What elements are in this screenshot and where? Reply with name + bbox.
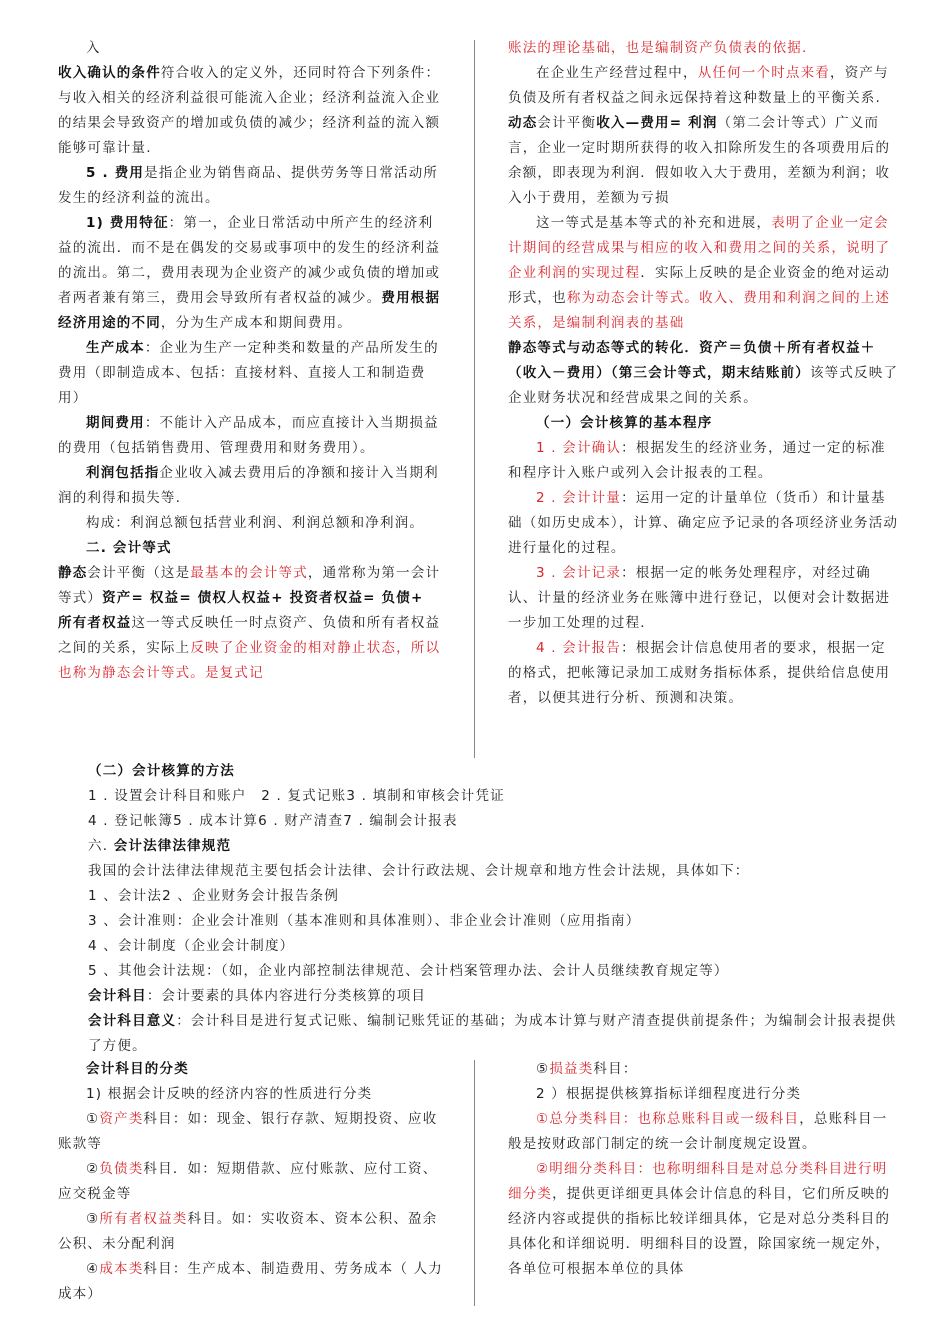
bold-text: 1) 费用特征 [86, 215, 169, 231]
top-right-column [508, 36, 900, 711]
paragraph [508, 111, 900, 211]
text-run: ① [86, 1111, 100, 1127]
column-divider-top [474, 40, 475, 758]
text-run: 我国的会计法律法律规范主要包括会计法律、会计行政法规、会计规章和地方性会计法规，具体如下： [88, 863, 750, 879]
text-run: ：第一，企业日常活动中所产生的经济利益的流出．而不是在偶发的交易或事项中的发生的经济利益的流出。第二，费用表现为企业资产的减少或负债的增加或者两者兼有第三，费用会导致所有者权益的减少。 [58, 215, 441, 306]
text-run: ：根据发生的经济业务，通过一定的标准和程序计入账户或列入会计报表的工程。 [508, 440, 886, 481]
paragraph [88, 784, 908, 809]
bold-text: 期间费用 [86, 415, 145, 431]
paragraph [58, 161, 444, 211]
paragraph [88, 934, 908, 959]
paragraph [508, 636, 900, 711]
highlight-text: 4 . 会计报告 [536, 640, 622, 656]
bold-text: 会计科目 [88, 988, 147, 1004]
paragraph [88, 959, 908, 984]
paragraph [88, 759, 908, 784]
text-run: ，资产与负债及所有者权益之间永远保持着这种数量上的平衡关系. [508, 65, 889, 106]
paragraph [58, 536, 444, 561]
text-run: 2 ）根据提供核算指标详细程度进行分类 [536, 1086, 802, 1102]
text-run: ③ [86, 1211, 100, 1227]
paragraph [58, 1107, 444, 1157]
bold-text: 会计法律法律规范 [113, 838, 232, 854]
bold-text: 会计科目的分类 [86, 1061, 189, 1077]
bold-text: 静态等式与动态等式的转化．资产＝负债＋所有者权益＋（收入－费用）（第三会计等式，期末结账前） [508, 340, 876, 381]
text-run: 4 . 登记帐簿5 . 成本计算6 . 财产清查7 . 编制会计报表 [88, 813, 458, 829]
highlight-text: 反映了企业资金的相对静止状态，所以也称为静态会计等式。是复式记 [58, 640, 441, 681]
text-run: ⑤ [536, 1061, 550, 1077]
bold-text: 动态 [508, 115, 538, 131]
highlight-text: 表明了企业一定会计期间的经营成果与相应的收入和费用之间的关系，说明了企业利润的实现过程 [508, 215, 891, 281]
paragraph [58, 1257, 444, 1307]
text-run: 4 、会计制度（企业会计制度） [88, 938, 295, 954]
paragraph [58, 211, 444, 336]
text-run: ：会计科目是进行复式记账、编制记账凭证的基础；为成本计算与财产清查提供前提条件；为编制会计报表提供了方便。 [88, 1013, 897, 1054]
bold-text: （二）会计核算的方法 [88, 763, 235, 779]
text-run: 会计平衡（这是 [87, 565, 191, 581]
text-run: 构成：利润总额包括营业利润、利润总额和净利润。 [86, 515, 425, 531]
paragraph [508, 561, 900, 636]
highlight-text: ②明细分类科目：也称明细科目是对总分类科目进行明细分类 [508, 1161, 888, 1202]
text-run: ，总账科目一般是按财政部门制定的统一会计制度规定设置。 [508, 1111, 888, 1152]
bold-text: 会计科目意义 [88, 1013, 177, 1029]
paragraph [58, 561, 444, 686]
text-run: ：运用一定的计量单位（货币）和计量基础（如历史成本），计算、确定应予记录的各项经济业务活动进行量化的过程。 [508, 490, 899, 556]
text-run: 是指企业为销售商品、提供劳务等日常活动所发生的经济利益的流出。 [58, 165, 439, 206]
bold-text: 生产成本 [86, 340, 145, 356]
paragraph [58, 36, 444, 61]
text-run: 入 [86, 40, 101, 56]
bold-text: 收入—费用= 利润 [596, 115, 718, 131]
paragraph [508, 211, 900, 336]
paragraph [88, 859, 908, 884]
paragraph [508, 411, 900, 436]
text-run: 会计平衡 [537, 115, 597, 131]
column-divider-bottom [474, 1060, 475, 1306]
paragraph [58, 461, 444, 511]
text-run: 企业收入减去费用后的净额和接计入当期利润的利得和损失等. [58, 465, 439, 506]
text-run: ，分为生产成本和期间费用。 [160, 315, 353, 331]
text-run: ：不能计入产品成本，而应直接计入当期损益的费用（包括销售费用、管理费用和财务费用）。 [58, 415, 439, 456]
bottom-right-column [508, 1057, 900, 1282]
bottom-left-column [58, 1057, 444, 1307]
text-run: 六. [88, 838, 114, 854]
text-run: 科目： [593, 1061, 638, 1077]
text-run: 科目：如：现金、银行存款、短期投资、应收账款等 [58, 1111, 438, 1152]
text-run: ④ [86, 1261, 100, 1277]
paragraph [508, 436, 900, 486]
paragraph [88, 984, 908, 1009]
paragraph [58, 511, 444, 536]
paragraph [508, 1057, 900, 1082]
highlight-text: 2 . 会计计量 [536, 490, 622, 506]
highlight-text: 成本类 [99, 1261, 144, 1277]
text-run: ．实际上反映的是企业资金的绝对运动形式，也 [508, 265, 891, 306]
paragraph [58, 336, 444, 411]
text-run: ：会计要素的具体内容进行分类核算的项目 [146, 988, 427, 1004]
text-run: 科目。如：实收资本、资本公积、盈余公积、未分配利润 [58, 1211, 438, 1252]
paragraph [88, 1009, 908, 1059]
highlight-text: 3 . 会计记录 [536, 565, 622, 581]
highlight-text: 从任何一个时点来看 [697, 65, 831, 81]
highlight-text: 账法的理论基础，也是编制资产负债表的依据. [508, 40, 808, 56]
text-run: （第二会计等式）广义而言，企业一定时期所获得的收入扣除所发生的各项费用后的余额，即表现为利润．假如收入大于费用，差额为利润；收入小于费用，差额为亏损 [508, 115, 891, 206]
text-run: 1) 根据会计反映的经济内容的性质进行分类 [86, 1086, 373, 1102]
highlight-text: 最基本的会计等式 [190, 565, 308, 581]
middle-section [88, 759, 908, 1059]
highlight-text: 称为动态会计等式。收入、费用和利润之间的上述关系，是编制利润表的基础 [508, 290, 891, 331]
paragraph [508, 486, 900, 561]
paragraph [508, 1157, 900, 1282]
paragraph [508, 1107, 900, 1157]
text-run: 科目．如：短期借款、应付账款、应付工资、应交税金等 [58, 1161, 438, 1202]
highlight-text: ①总分类科目：也称总账科目或一级科目 [536, 1111, 800, 1127]
bold-text: 利润包括指 [86, 465, 160, 481]
text-run: ，通常称为第一会计等式） [58, 565, 441, 606]
text-run: 1 . 设置会计科目和账户 2 . 复式记账3 . 填制和审核会计凭证 [88, 788, 505, 804]
text-run: 符合收入的定义外，还同时符合下列条件：与收入相关的经济利益很可能流入企业；经济利益流入企业的结果会导致资产的增加或负债的减少；经济利益的流入额能够可靠计量. [58, 65, 441, 156]
paragraph [88, 909, 908, 934]
text-run: 1 、会计法2 、企业财务会计报告条例 [88, 888, 340, 904]
paragraph [58, 1157, 444, 1207]
paragraph [508, 61, 900, 111]
paragraph [508, 36, 900, 61]
paragraph [508, 336, 900, 411]
highlight-text: 负债类 [99, 1161, 144, 1177]
paragraph [88, 834, 908, 859]
text-run: ：企业为生产一定种类和数量的产品所发生的费用（即制造成本、包括：直接材料、直接人工和制造费用） [58, 340, 439, 406]
bold-text: 5 . 费用 [86, 165, 145, 181]
paragraph [58, 1057, 444, 1082]
text-run: 3 、会计准则：企业会计准则（基本准则和具体准则）、非企业会计准则（应用指南） [88, 913, 641, 929]
paragraph [508, 1082, 900, 1107]
bold-text: 收入确认的条件 [58, 65, 161, 81]
text-run: ：根据一定的帐务处理程序，对经过确认、计量的经济业务在账簿中进行登记，以便对会计数据进一步加工处理的过程. [508, 565, 891, 631]
paragraph [58, 1082, 444, 1107]
text-run: ：根据会计信息使用者的要求，根据一定的格式，把帐簿记录加工成财务指标体系，提供给信息使用者，以便其进行分析、预测和决策。 [508, 640, 891, 706]
bold-text: 静态 [58, 565, 88, 581]
paragraph [58, 1207, 444, 1257]
highlight-text: 所有者权益类 [99, 1211, 188, 1227]
bold-text: 费用根据经济用途的不同 [58, 290, 441, 331]
text-run: 这一等式是基本等式的补充和进展， [536, 215, 772, 231]
bold-text: （一）会计核算的基本程序 [536, 415, 713, 431]
paragraph [58, 411, 444, 461]
text-run: 在企业生产经营过程中， [536, 65, 698, 81]
highlight-text: 1 . 会计确认 [536, 440, 622, 456]
bold-text: 二. 会计等式 [86, 540, 172, 556]
paragraph [88, 884, 908, 909]
text-run: 这一等式反映任一时点资产、负债和所有者权益之间的关系，实际上 [58, 615, 441, 656]
highlight-text: 损益类 [549, 1061, 594, 1077]
top-left-column [58, 36, 444, 686]
text-run: 该等式反映了企业财务状况和经营成果之间的关系。 [508, 365, 899, 406]
bold-text: 资产= 权益= 债权人权益+ 投资者权益= 负债+ 所有者权益 [58, 590, 424, 631]
paragraph [88, 809, 908, 834]
text-run: 科目：生产成本、制造费用、劳务成本（ 人力成本） [58, 1261, 443, 1302]
paragraph [58, 61, 444, 161]
highlight-text: 资产类 [99, 1111, 144, 1127]
text-run: 5 、其他会计法规：（如，企业内部控制法律规范、会计档案管理办法、会计人员继续教育规定等） [88, 963, 729, 979]
text-run: ，提供更详细更具体会计信息的科目，它们所反映的经济内容或提供的指标比较详细具体，它是对总分类科目的具体化和详细说明．明细科目的设置，除国家统一规定外，各单位可根据本单位的具体 [508, 1186, 891, 1277]
text-run: ② [86, 1161, 100, 1177]
